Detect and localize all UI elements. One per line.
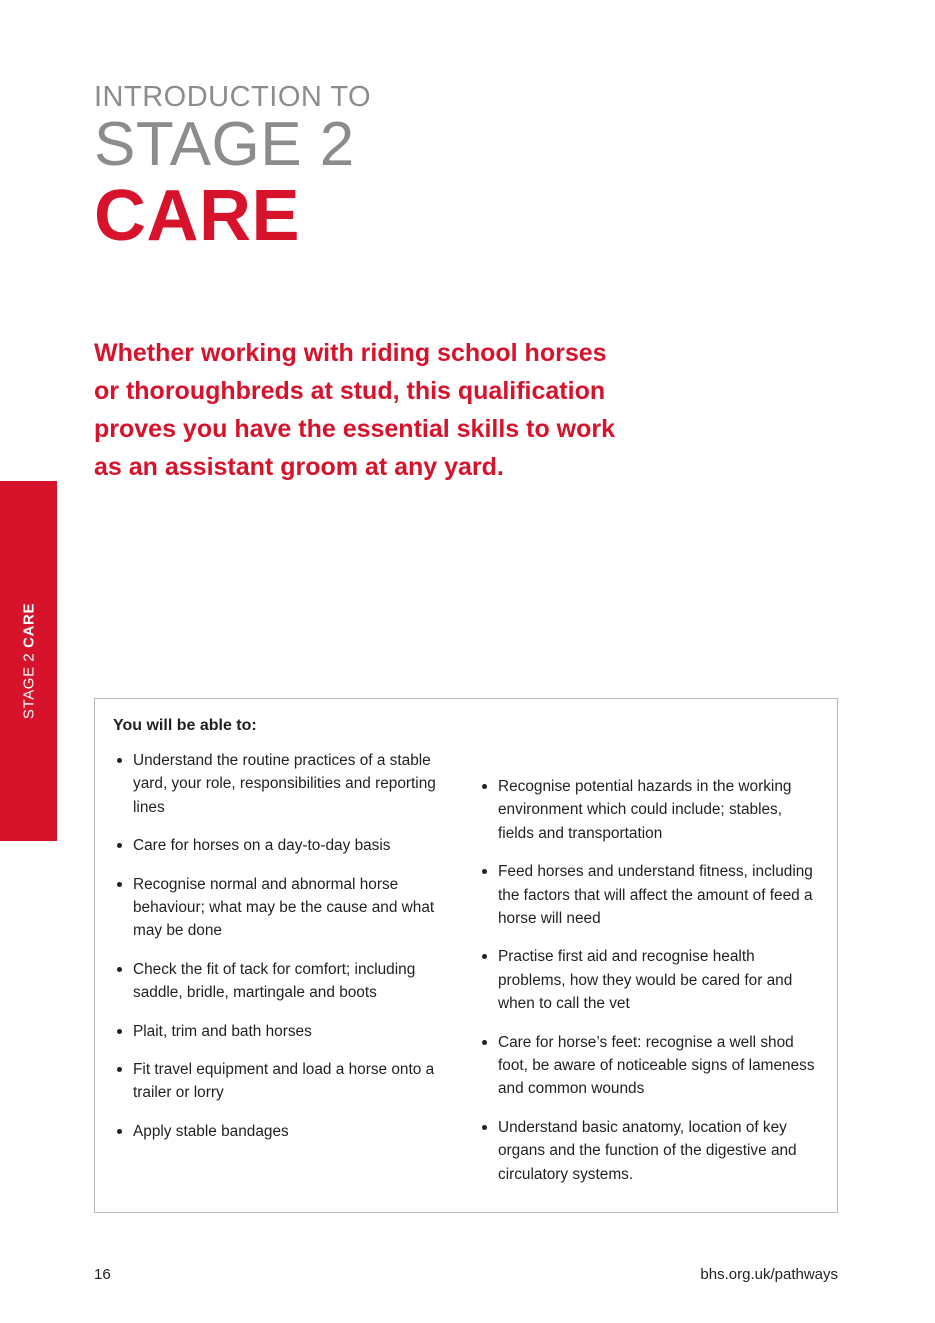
list-item: Feed horses and understand fitness, including the factors that will affect the amount of feed a horse will need — [478, 860, 821, 930]
list-item: Recognise normal and abnormal horse behaviour; what may be the cause and what may be done — [113, 873, 456, 943]
list-item: Plait, trim and bath horses — [113, 1020, 456, 1043]
list-item: Understand the routine practices of a stable yard, your role, responsibilities and reporting lines — [113, 749, 456, 819]
list-item: Practise first aid and recognise health problems, how they would be cared for and when to call the vet — [478, 945, 821, 1015]
list-item: Check the fit of tack for comfort; including saddle, bridle, martingale and boots — [113, 958, 456, 1005]
list-item: Care for horses on a day-to-day basis — [113, 834, 456, 857]
title-stage: STAGE 2 — [94, 110, 355, 180]
outcomes-left-list — [113, 749, 456, 1143]
outcomes-title: You will be able to: — [113, 717, 257, 734]
list-item: Care for horse’s feet: recognise a well shod foot, be aware of noticeable signs of lameness and common wounds — [478, 1031, 821, 1101]
outcomes-columns — [113, 749, 821, 1201]
outcomes-left-column — [113, 749, 456, 1201]
title-subject: CARE — [94, 176, 301, 257]
list-item: Recognise potential hazards in the working environment which could include; stables, fields and transportation — [478, 775, 821, 845]
outcomes-box — [94, 698, 838, 1213]
section-side-tab — [0, 481, 57, 841]
page-number: 16 — [94, 1266, 111, 1283]
list-item: Apply stable bandages — [113, 1120, 456, 1143]
list-item: Fit travel equipment and load a horse onto a trailer or lorry — [113, 1058, 456, 1105]
side-tab-emphasis: CARE — [20, 602, 37, 648]
title-kicker: INTRODUCTION TO — [94, 81, 372, 113]
side-tab-label — [20, 603, 37, 719]
outcomes-right-list — [478, 775, 821, 1186]
intro-paragraph: Whether working with riding school horses or thoroughbreds at stud, this qualification proves you have the essential skills to work as an assistant groom at any yard. — [94, 339, 616, 481]
side-tab-prefix: STAGE 2 — [20, 647, 37, 720]
list-item: Understand basic anatomy, location of key organs and the function of the digestive and circulatory systems. — [478, 1116, 821, 1186]
outcomes-right-column — [478, 749, 821, 1201]
footer-url: bhs.org.uk/pathways — [700, 1266, 838, 1283]
page-title — [94, 81, 372, 257]
